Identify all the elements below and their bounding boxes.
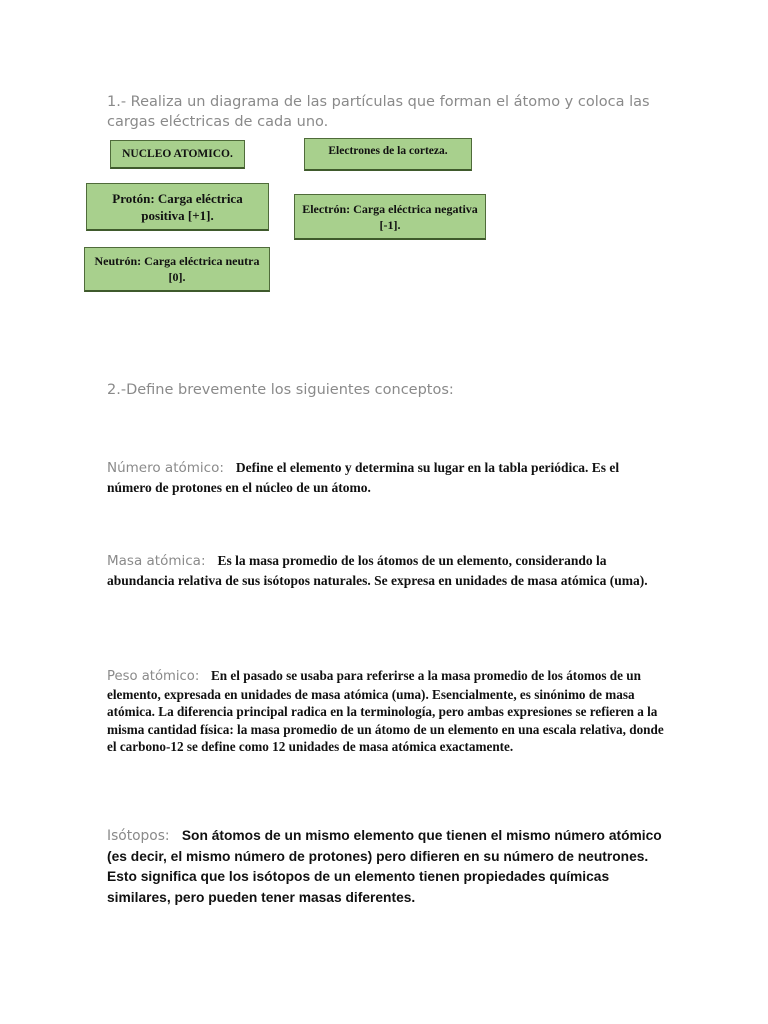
definition-isotopos bbox=[107, 826, 667, 908]
definition-numero-atomico bbox=[107, 458, 667, 497]
definition-text: Define el elemento y determina su lugar en la tabla periódica. Es el número de protones en el núcleo de un átomo. bbox=[107, 460, 620, 495]
definition-text: Es la masa promedio de los átomos de un elemento, considerando la abundancia relativa de sus isótopos naturales. Se expresa en unidades de masa atómica (uma). bbox=[107, 553, 648, 588]
neutron-box: Neutrón: Carga eléctrica neutra [0]. bbox=[84, 247, 270, 292]
term-label: Isótopos: bbox=[107, 828, 179, 844]
definition-text: En el pasado se usaba para referirse a la masa promedio de los átomos de un elemento, expresada en unidades de masa atómica (uma). Esencialmente, es sinónimo de masa atómica. La diferencia principal radica en la terminología, pero ambas expresiones se refieren a la misma cantidad física: la masa promedio de un átomo de un elemento en una escala relativa, donde el carbono-12 se define como 12 unidades de masa atómica exactamente. bbox=[107, 668, 664, 754]
term-label: Masa atómica: bbox=[107, 553, 215, 569]
electrones-corteza-box: Electrones de la corteza. bbox=[304, 138, 472, 171]
nucleo-atomico-box: NUCLEO ATOMICO. bbox=[110, 140, 245, 169]
definition-text: Son átomos de un mismo elemento que tienen el mismo número atómico (es decir, el mismo número de protones) pero difieren en su número de neutrones. Esto significa que los isótopos de un elemento tienen propiedades químicas similares, pero pueden tener masas diferentes. bbox=[107, 828, 662, 905]
definition-masa-atomica bbox=[107, 551, 667, 590]
question-2-title: 2.-Define brevemente los siguientes conceptos: bbox=[107, 382, 454, 398]
proton-box: Protón: Carga eléctrica positiva [+1]. bbox=[86, 183, 269, 231]
question-1-title: 1.- Realiza un diagrama de las partículas que forman el átomo y coloca las cargas eléctricas de cada uno. bbox=[107, 94, 650, 130]
definition-peso-atomico bbox=[107, 667, 667, 756]
term-label: Número atómico: bbox=[107, 460, 233, 476]
term-label: Peso atómico: bbox=[107, 669, 208, 684]
electron-box: Electrón: Carga eléctrica negativa [-1]. bbox=[294, 194, 486, 240]
